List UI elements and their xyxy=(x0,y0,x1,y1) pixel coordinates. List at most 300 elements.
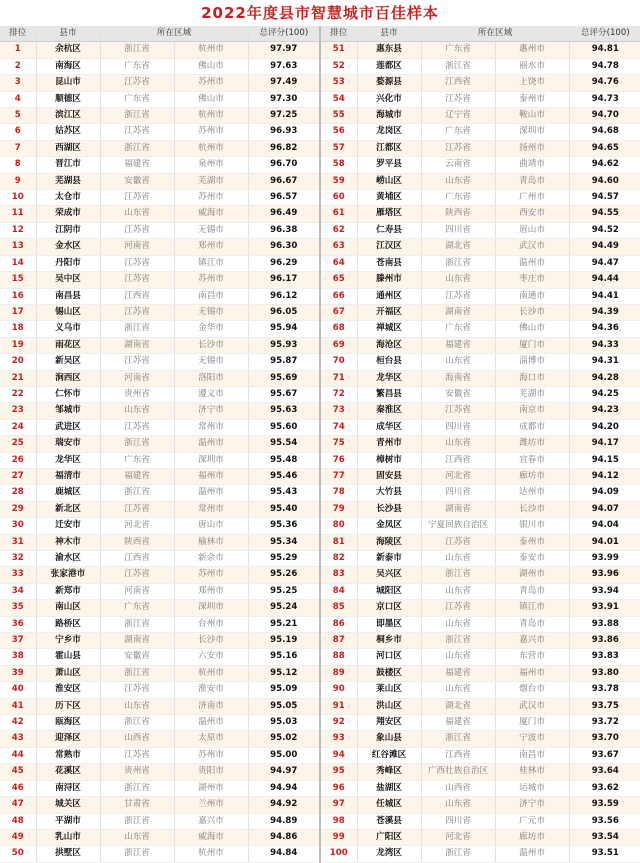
rank-cell: 79 xyxy=(321,501,357,517)
county-name-cell: 龙湾区 xyxy=(357,846,421,862)
score-cell: 96.49 xyxy=(248,206,320,222)
city-cell: 芜湖市 xyxy=(495,386,569,402)
city-cell: 南昌市 xyxy=(495,747,569,763)
county-name-cell: 张家港市 xyxy=(36,567,100,583)
county-name-cell: 龙华区 xyxy=(36,452,100,468)
rank-cell: 16 xyxy=(0,288,36,304)
city-cell: 温州市 xyxy=(174,436,248,452)
rank-cell: 38 xyxy=(0,649,36,665)
city-cell: 唐山市 xyxy=(174,518,248,534)
province-cell: 山东省 xyxy=(421,272,495,288)
table-row xyxy=(321,633,640,649)
table-row xyxy=(321,485,640,501)
table-row xyxy=(0,485,320,501)
city-cell: 扬州市 xyxy=(495,140,569,156)
score-cell: 94.52 xyxy=(569,222,640,238)
table-row xyxy=(0,846,320,862)
county-name-cell: 西湖区 xyxy=(36,140,100,156)
province-cell: 江苏省 xyxy=(421,534,495,550)
rank-cell: 7 xyxy=(0,140,36,156)
rank-cell: 46 xyxy=(0,780,36,796)
county-name-cell: 桐乡市 xyxy=(357,633,421,649)
score-cell: 95.02 xyxy=(248,731,320,747)
rank-cell: 48 xyxy=(0,813,36,829)
province-cell: 甘肃省 xyxy=(100,797,174,813)
score-cell: 94.47 xyxy=(569,255,640,271)
province-cell: 浙江省 xyxy=(100,108,174,124)
rank-cell: 96 xyxy=(321,780,357,796)
rank-cell: 64 xyxy=(321,255,357,271)
score-cell: 94.09 xyxy=(569,485,640,501)
score-cell: 97.63 xyxy=(248,58,320,74)
score-cell: 94.04 xyxy=(569,518,640,534)
city-cell: 杭州市 xyxy=(174,846,248,862)
rank-cell: 30 xyxy=(0,518,36,534)
province-cell: 福建省 xyxy=(421,337,495,353)
county-name-cell: 太仓市 xyxy=(36,190,100,206)
score-cell: 94.73 xyxy=(569,91,640,107)
rank-cell: 77 xyxy=(321,468,357,484)
rank-cell: 94 xyxy=(321,747,357,763)
score-cell: 94.62 xyxy=(569,157,640,173)
county-name-cell: 黄埔区 xyxy=(357,190,421,206)
table-row xyxy=(321,124,640,140)
province-cell: 四川省 xyxy=(421,485,495,501)
score-cell: 95.94 xyxy=(248,321,320,337)
score-cell: 97.30 xyxy=(248,91,320,107)
city-cell: 厦门市 xyxy=(495,337,569,353)
score-cell: 96.17 xyxy=(248,272,320,288)
county-name-cell: 雨花区 xyxy=(36,337,100,353)
table-row xyxy=(321,567,640,583)
city-cell: 深圳市 xyxy=(174,600,248,616)
county-name-cell: 秦淮区 xyxy=(357,403,421,419)
city-cell: 武汉市 xyxy=(495,698,569,714)
rank-cell: 36 xyxy=(0,616,36,632)
ranking-table-right xyxy=(321,26,640,863)
city-cell: 佛山市 xyxy=(174,58,248,74)
rank-cell: 78 xyxy=(321,485,357,501)
rank-cell: 3 xyxy=(0,75,36,91)
score-cell: 96.12 xyxy=(248,288,320,304)
province-cell: 河南省 xyxy=(100,583,174,599)
score-cell: 94.81 xyxy=(569,42,640,58)
table-row xyxy=(321,222,640,238)
rank-cell: 37 xyxy=(0,633,36,649)
score-cell: 96.82 xyxy=(248,140,320,156)
county-name-cell: 海沧区 xyxy=(357,337,421,353)
province-cell: 四川省 xyxy=(421,222,495,238)
province-cell: 浙江省 xyxy=(100,715,174,731)
city-cell: 上饶市 xyxy=(495,75,569,91)
rank-cell: 50 xyxy=(0,846,36,862)
table-body-right xyxy=(321,42,640,862)
county-name-cell: 新郑市 xyxy=(36,583,100,599)
city-cell: 泰州市 xyxy=(495,91,569,107)
rank-cell: 91 xyxy=(321,698,357,714)
county-name-cell: 福清市 xyxy=(36,468,100,484)
table-row xyxy=(321,255,640,271)
city-cell: 鞍山市 xyxy=(495,108,569,124)
county-name-cell: 青州市 xyxy=(357,436,421,452)
table-header-row xyxy=(321,26,640,42)
county-name-cell: 宁乡市 xyxy=(36,633,100,649)
table-row xyxy=(321,272,640,288)
score-cell: 94.39 xyxy=(569,304,640,320)
county-name-cell: 渝水区 xyxy=(36,551,100,567)
score-cell: 97.97 xyxy=(248,42,320,58)
header-rank: 排位 xyxy=(0,26,36,42)
table-row xyxy=(0,649,320,665)
city-cell: 温州市 xyxy=(495,255,569,271)
score-cell: 93.59 xyxy=(569,797,640,813)
province-cell: 河北省 xyxy=(421,468,495,484)
rank-cell: 18 xyxy=(0,321,36,337)
province-cell: 江西省 xyxy=(421,452,495,468)
city-cell: 郑州市 xyxy=(174,583,248,599)
province-cell: 福建省 xyxy=(100,157,174,173)
rank-cell: 67 xyxy=(321,304,357,320)
table-row xyxy=(321,288,640,304)
city-cell: 广元市 xyxy=(495,813,569,829)
province-cell: 贵州省 xyxy=(100,386,174,402)
province-cell: 山东省 xyxy=(100,829,174,845)
county-name-cell: 雁塔区 xyxy=(357,206,421,222)
province-cell: 江西省 xyxy=(100,551,174,567)
county-name-cell: 长沙县 xyxy=(357,501,421,517)
table-row xyxy=(0,780,320,796)
county-name-cell: 南山区 xyxy=(36,600,100,616)
score-cell: 95.40 xyxy=(248,501,320,517)
score-cell: 95.26 xyxy=(248,567,320,583)
table-row xyxy=(0,764,320,780)
province-cell: 湖南省 xyxy=(100,633,174,649)
province-cell: 贵州省 xyxy=(100,764,174,780)
province-cell: 辽宁省 xyxy=(421,108,495,124)
rank-cell: 5 xyxy=(0,108,36,124)
table-row xyxy=(321,583,640,599)
county-name-cell: 江汉区 xyxy=(357,239,421,255)
score-cell: 95.48 xyxy=(248,452,320,468)
province-cell: 浙江省 xyxy=(100,665,174,681)
city-cell: 苏州市 xyxy=(174,190,248,206)
province-cell: 湖北省 xyxy=(421,239,495,255)
table-row xyxy=(321,173,640,189)
province-cell: 湖南省 xyxy=(100,337,174,353)
table-row xyxy=(321,518,640,534)
table-row xyxy=(321,436,640,452)
city-cell: 海口市 xyxy=(495,370,569,386)
province-cell: 宁夏回族自治区 xyxy=(421,518,495,534)
score-cell: 94.17 xyxy=(569,436,640,452)
score-cell: 96.38 xyxy=(248,222,320,238)
table-row xyxy=(321,239,640,255)
rank-cell: 27 xyxy=(0,468,36,484)
rank-cell: 26 xyxy=(0,452,36,468)
county-name-cell: 龙岗区 xyxy=(357,124,421,140)
county-name-cell: 任城区 xyxy=(357,797,421,813)
province-cell: 浙江省 xyxy=(100,436,174,452)
ranking-table-left xyxy=(0,26,321,863)
table-body-left xyxy=(0,42,320,862)
city-cell: 苏州市 xyxy=(174,567,248,583)
county-name-cell: 邹城市 xyxy=(36,403,100,419)
table-row xyxy=(0,272,320,288)
county-name-cell: 武进区 xyxy=(36,419,100,435)
city-cell: 湖州市 xyxy=(174,780,248,796)
city-cell: 温州市 xyxy=(174,485,248,501)
table-row xyxy=(0,370,320,386)
county-name-cell: 南海区 xyxy=(36,58,100,74)
rank-cell: 76 xyxy=(321,452,357,468)
score-cell: 94.89 xyxy=(248,813,320,829)
county-name-cell: 花溪区 xyxy=(36,764,100,780)
province-cell: 山东省 xyxy=(100,403,174,419)
county-name-cell: 莲都区 xyxy=(357,58,421,74)
score-cell: 95.54 xyxy=(248,436,320,452)
province-cell: 浙江省 xyxy=(100,485,174,501)
city-cell: 无锡市 xyxy=(174,304,248,320)
city-cell: 淮安市 xyxy=(174,682,248,698)
table-row xyxy=(321,616,640,632)
city-cell: 泰安市 xyxy=(495,551,569,567)
county-name-cell: 鹿城区 xyxy=(36,485,100,501)
province-cell: 江苏省 xyxy=(100,501,174,517)
score-cell: 93.72 xyxy=(569,715,640,731)
table-row xyxy=(0,157,320,173)
county-name-cell: 繁昌县 xyxy=(357,386,421,402)
county-name-cell: 顺德区 xyxy=(36,91,100,107)
rank-cell: 63 xyxy=(321,239,357,255)
county-name-cell: 迁安市 xyxy=(36,518,100,534)
score-cell: 95.34 xyxy=(248,534,320,550)
city-cell: 运城市 xyxy=(495,780,569,796)
city-cell: 东营市 xyxy=(495,649,569,665)
city-cell: 惠州市 xyxy=(495,42,569,58)
table-row xyxy=(0,354,320,370)
city-cell: 太原市 xyxy=(174,731,248,747)
city-cell: 宁波市 xyxy=(495,731,569,747)
header-rank: 排位 xyxy=(321,26,357,42)
table-row xyxy=(0,468,320,484)
city-cell: 厦门市 xyxy=(495,715,569,731)
county-name-cell: 仁怀市 xyxy=(36,386,100,402)
score-cell: 97.25 xyxy=(248,108,320,124)
county-name-cell: 新北区 xyxy=(36,501,100,517)
header-name: 县市 xyxy=(36,26,100,42)
city-cell: 威海市 xyxy=(174,206,248,222)
rank-cell: 14 xyxy=(0,255,36,271)
county-name-cell: 红谷滩区 xyxy=(357,747,421,763)
city-cell: 洛阳市 xyxy=(174,370,248,386)
city-cell: 榆林市 xyxy=(174,534,248,550)
score-cell: 95.24 xyxy=(248,600,320,616)
city-cell: 佛山市 xyxy=(174,91,248,107)
score-cell: 96.93 xyxy=(248,124,320,140)
score-cell: 96.70 xyxy=(248,157,320,173)
score-cell: 93.88 xyxy=(569,616,640,632)
province-cell: 山东省 xyxy=(421,797,495,813)
rank-cell: 53 xyxy=(321,75,357,91)
county-name-cell: 晋江市 xyxy=(36,157,100,173)
table-row xyxy=(321,846,640,862)
county-name-cell: 芜湖县 xyxy=(36,173,100,189)
rank-cell: 70 xyxy=(321,354,357,370)
score-cell: 96.05 xyxy=(248,304,320,320)
score-cell: 95.00 xyxy=(248,747,320,763)
county-name-cell: 崂山区 xyxy=(357,173,421,189)
province-cell: 江苏省 xyxy=(100,272,174,288)
province-cell: 山东省 xyxy=(100,698,174,714)
province-cell: 江苏省 xyxy=(100,354,174,370)
rank-cell: 72 xyxy=(321,386,357,402)
table-row xyxy=(321,304,640,320)
city-cell: 杭州市 xyxy=(174,108,248,124)
province-cell: 浙江省 xyxy=(100,140,174,156)
city-cell: 济南市 xyxy=(174,698,248,714)
rank-cell: 92 xyxy=(321,715,357,731)
rank-cell: 55 xyxy=(321,108,357,124)
rank-cell: 19 xyxy=(0,337,36,353)
table-row xyxy=(321,321,640,337)
province-cell: 浙江省 xyxy=(421,255,495,271)
rank-cell: 80 xyxy=(321,518,357,534)
city-cell: 贵阳市 xyxy=(174,764,248,780)
county-name-cell: 历下区 xyxy=(36,698,100,714)
table-header-row xyxy=(0,26,320,42)
county-name-cell: 海城市 xyxy=(357,108,421,124)
county-name-cell: 翔安区 xyxy=(357,715,421,731)
rank-cell: 69 xyxy=(321,337,357,353)
table-row xyxy=(0,206,320,222)
score-cell: 95.09 xyxy=(248,682,320,698)
score-cell: 93.67 xyxy=(569,747,640,763)
header-score: 总评分(100) xyxy=(569,26,640,42)
score-cell: 93.78 xyxy=(569,682,640,698)
rank-cell: 35 xyxy=(0,600,36,616)
table-row xyxy=(0,698,320,714)
county-name-cell: 罗平县 xyxy=(357,157,421,173)
province-cell: 江苏省 xyxy=(100,255,174,271)
county-name-cell: 荣成市 xyxy=(36,206,100,222)
score-cell: 95.67 xyxy=(248,386,320,402)
county-name-cell: 河口区 xyxy=(357,649,421,665)
score-cell: 93.54 xyxy=(569,829,640,845)
table-row xyxy=(0,452,320,468)
table-row xyxy=(0,682,320,698)
county-name-cell: 仁寿县 xyxy=(357,222,421,238)
county-name-cell: 洪山区 xyxy=(357,698,421,714)
county-name-cell: 霍山县 xyxy=(36,649,100,665)
rank-cell: 74 xyxy=(321,419,357,435)
score-cell: 95.05 xyxy=(248,698,320,714)
province-cell: 福建省 xyxy=(421,715,495,731)
province-cell: 江苏省 xyxy=(100,682,174,698)
table-row xyxy=(0,304,320,320)
score-cell: 93.94 xyxy=(569,583,640,599)
city-cell: 南昌市 xyxy=(174,288,248,304)
rank-cell: 40 xyxy=(0,682,36,698)
city-cell: 遵义市 xyxy=(174,386,248,402)
city-cell: 苏州市 xyxy=(174,75,248,91)
table-row xyxy=(321,551,640,567)
table-row xyxy=(321,337,640,353)
rank-cell: 57 xyxy=(321,140,357,156)
header-score: 总评分(100) xyxy=(248,26,320,42)
table-row xyxy=(0,501,320,517)
table-row xyxy=(0,124,320,140)
score-cell: 95.43 xyxy=(248,485,320,501)
province-cell: 江苏省 xyxy=(421,600,495,616)
score-cell: 94.92 xyxy=(248,797,320,813)
city-cell: 长沙市 xyxy=(174,633,248,649)
score-cell: 94.97 xyxy=(248,764,320,780)
county-name-cell: 滕州市 xyxy=(357,272,421,288)
province-cell: 江苏省 xyxy=(100,124,174,140)
county-name-cell: 惠东县 xyxy=(357,42,421,58)
province-cell: 江苏省 xyxy=(421,288,495,304)
province-cell: 江苏省 xyxy=(100,190,174,206)
county-name-cell: 桓台县 xyxy=(357,354,421,370)
city-cell: 成都市 xyxy=(495,419,569,435)
province-cell: 山东省 xyxy=(421,616,495,632)
score-cell: 96.29 xyxy=(248,255,320,271)
table-row xyxy=(0,813,320,829)
rank-cell: 43 xyxy=(0,731,36,747)
score-cell: 95.87 xyxy=(248,354,320,370)
city-cell: 六安市 xyxy=(174,649,248,665)
table-row xyxy=(0,518,320,534)
county-name-cell: 淮安区 xyxy=(36,682,100,698)
city-cell: 深圳市 xyxy=(495,124,569,140)
city-cell: 杭州市 xyxy=(174,42,248,58)
score-cell: 96.67 xyxy=(248,173,320,189)
city-cell: 长沙市 xyxy=(174,337,248,353)
score-cell: 94.44 xyxy=(569,272,640,288)
province-cell: 山西省 xyxy=(421,780,495,796)
table-row xyxy=(321,42,640,58)
score-cell: 94.65 xyxy=(569,140,640,156)
score-cell: 94.68 xyxy=(569,124,640,140)
rank-cell: 73 xyxy=(321,403,357,419)
province-cell: 山东省 xyxy=(421,436,495,452)
rank-cell: 23 xyxy=(0,403,36,419)
score-cell: 93.86 xyxy=(569,633,640,649)
city-cell: 烟台市 xyxy=(495,682,569,698)
county-name-cell: 拱墅区 xyxy=(36,846,100,862)
table-row xyxy=(321,682,640,698)
city-cell: 枣庄市 xyxy=(495,272,569,288)
province-cell: 广东省 xyxy=(421,124,495,140)
city-cell: 新余市 xyxy=(174,551,248,567)
table-row xyxy=(0,58,320,74)
city-cell: 廊坊市 xyxy=(495,468,569,484)
county-name-cell: 龙华区 xyxy=(357,370,421,386)
province-cell: 广东省 xyxy=(421,321,495,337)
score-cell: 94.60 xyxy=(569,173,640,189)
province-cell: 河南省 xyxy=(100,370,174,386)
county-name-cell: 莱山区 xyxy=(357,682,421,698)
rank-cell: 44 xyxy=(0,747,36,763)
province-cell: 江西省 xyxy=(100,288,174,304)
rank-cell: 2 xyxy=(0,58,36,74)
rank-cell: 33 xyxy=(0,567,36,583)
table-row xyxy=(321,780,640,796)
score-cell: 97.49 xyxy=(248,75,320,91)
city-cell: 廊坊市 xyxy=(495,829,569,845)
province-cell: 浙江省 xyxy=(421,58,495,74)
rank-cell: 25 xyxy=(0,436,36,452)
